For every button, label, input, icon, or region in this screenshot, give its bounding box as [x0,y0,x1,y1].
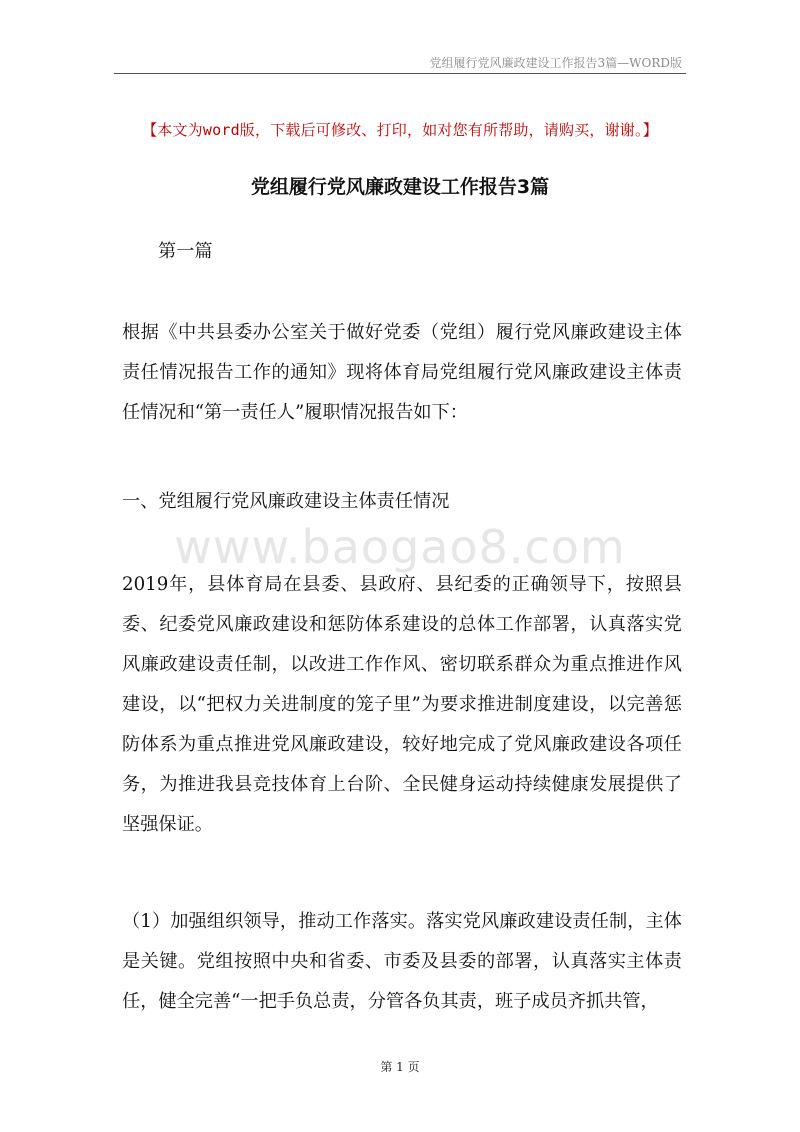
document-title: 党组履行党风廉政建设工作报告3篇 [250,176,550,198]
body-paragraph: 2019年，县体育局在县委、县政府、县纪委的正确领导下，按照县委、纪委党风廉政建设和惩防体系建设的总体工作部署，认真落实党风廉政建设责任制，以改进工作作风、密切联系群众为重点推进作风建设，以“把权力关进制度的笼子里”为要求推进制度建设，以完善惩防体系为重点推进党风廉政建设，较好地完成了党风廉政建设各项任务，为推进我县竞技体育上台阶、全民健身运动持续健康发展提供了坚强保证。 [122,574,682,835]
watermark: www.baogao8.com [174,520,626,574]
download-notice: 【本文为word版，下载后可修改、打印，如对您有所帮助，请购买，谢谢。】 [142,121,658,139]
intro-paragraph-block [122,313,682,433]
page-number: 第 1 页 [380,1060,420,1074]
intro-paragraph: 根据《中共县委办公室关于做好党委（党组）履行党风廉政建设主体责任情况报告工作的通知》现将体育局党组履行党风廉政建设主体责任情况和“第一责任人”履职情况报告如下： [122,322,682,423]
header-divider [114,73,686,74]
section-heading: 一、党组履行党风廉政建设主体责任情况 [122,491,450,512]
body-paragraph: （1）加强组织领导，推动工作落实。落实党风廉政建设责任制，主体是关键。党组按照中央和省委、市委及县委的部署，认真落实主体责任，健全完善“一把手负总责，分管各负其责，班子成员齐抓共管， [122,911,682,1012]
body-paragraph-block-1 [122,565,682,845]
body-paragraph-block-2 [122,902,682,1022]
heading-block [122,482,682,522]
running-header: 党组履行党风廉政建设工作报告3篇—WORD版 [429,56,682,70]
section-label: 第一篇 [158,241,213,262]
